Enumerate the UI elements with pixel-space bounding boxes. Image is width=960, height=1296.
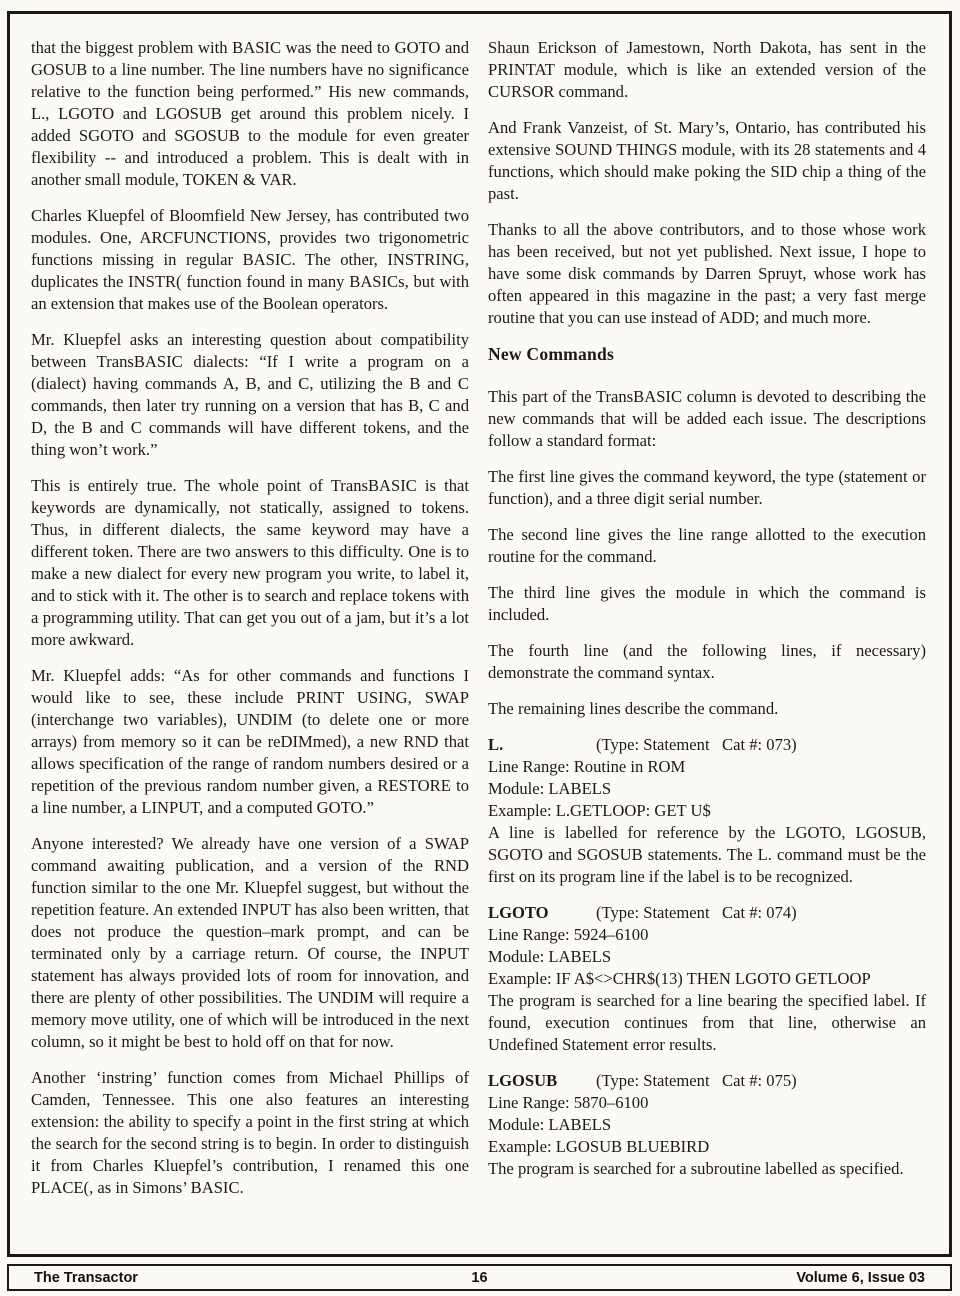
paragraph: This part of the TransBASIC column is devoted to describing the new commands that will be added each issue. The descriptions follow a standard format: — [488, 387, 926, 450]
footer-bar — [7, 1264, 952, 1291]
command-entry — [488, 902, 926, 1056]
command-detail-line: Example: LGOSUB BLUEBIRD — [488, 1137, 710, 1156]
command-detail-line: Example: L.GETLOOP: GET U$ — [488, 801, 711, 820]
paragraph: Charles Kluepfel of Bloomfield New Jersey, has contributed two modules. One, ARCFUNCTIONS, provides two trigonometric functions missing in regular BASIC. The other, INSTRING, duplicates the INSTR( function found in many BASICs, but with an extension that makes use of the Boolean operators. — [31, 206, 469, 313]
command-detail-line: Line Range: 5924–6100 — [488, 925, 649, 944]
right-column — [488, 37, 926, 1213]
paragraph: The remaining lines describe the command. — [488, 699, 779, 718]
command-type-info: (Type: Statement Cat #: 074) — [596, 903, 797, 922]
left-column — [31, 37, 469, 1213]
paragraph: The fourth line (and the following lines, if necessary) demonstrate the command syntax. — [488, 641, 926, 682]
command-detail-line: Module: LABELS — [488, 1115, 612, 1134]
text-columns — [31, 37, 926, 1213]
command-header — [488, 734, 926, 756]
paragraph: And Frank Vanzeist, of St. Mary’s, Ontario, has contributed his extensive SOUND THINGS module, with its 28 statements and 4 functions, which should make poking the SID chip a thing of the past. — [488, 118, 926, 203]
format-description — [488, 386, 926, 720]
command-detail-line: Line Range: 5870–6100 — [488, 1093, 649, 1112]
footer-page-number: 16 — [471, 1269, 488, 1286]
command-entry — [488, 734, 926, 888]
paragraph: Mr. Kluepfel adds: “As for other commands and functions I would like to see, these include PRINT USING, SWAP (interchange two variables), UNDIM (to delete one or more arrays) from memory so it can be reDIMmed), a new RND that allows specification of the range of random numbers desired or a repetition of the previous random number given, a RESTORE to a line number, a LINPUT, and a computed GOTO.” — [31, 666, 469, 817]
page-frame — [7, 11, 952, 1257]
command-header — [488, 902, 926, 924]
paragraph: The first line gives the command keyword, the type (statement or function), and a three digit serial number. — [488, 467, 926, 508]
command-header — [488, 1070, 926, 1092]
command-keyword: LGOSUB — [488, 1071, 558, 1090]
command-list — [488, 734, 926, 1180]
paragraph: Shaun Erickson of Jamestown, North Dakota, has sent in the PRINTAT module, which is like an extended version of the CURSOR command. — [488, 38, 926, 101]
paragraph: This is entirely true. The whole point of TransBASIC is that keywords are dynamically, not statically, assigned to tokens. Thus, in different dialects, the same keyword may have a different token. There are two answers to this difficulty. One is to make a new dialect for every new program you write, to label it, and to stick with it. The other is to search and replace tokens with a programming utility. That can get you out of a jam, but it’s a lot more awkward. — [31, 476, 469, 649]
paragraph: The second line gives the line range allotted to the execution routine for the command. — [488, 525, 926, 566]
section-heading: New Commands — [488, 344, 615, 364]
paragraph: Anyone interested? We already have one version of a SWAP command awaiting publication, and a version of the RND function similar to the one Mr. Kluepfel suggest, but without the repetition feature. An extended INPUT has also been written, that does not produce the question–mark prompt, and can be terminated only by a carriage return. Of course, the INPUT statement has always provided lots of room for innovation, and there are plenty of other possibilities. The UNDIM will require a memory move utility, one of which will be introduced in the next column, so it might be best to hold off on that for now. — [31, 834, 469, 1051]
right-column-intro — [488, 37, 926, 329]
footer-issue-label: Volume 6, Issue 03 — [796, 1269, 925, 1286]
command-type-info: (Type: Statement Cat #: 073) — [596, 735, 797, 754]
footer-magazine-title: The Transactor — [34, 1269, 138, 1286]
command-type-info: (Type: Statement Cat #: 075) — [596, 1071, 797, 1090]
command-description: A line is labelled for reference by the LGOTO, LGOSUB, SGOTO and SGOSUB statements. The L. command must be the first on its program line if the label is to be recognized. — [488, 823, 926, 886]
command-detail-line: Example: IF A$<>CHR$(13) THEN LGOTO GETLOOP — [488, 969, 871, 988]
paragraph: Thanks to all the above contributors, and to those whose work has been received, but not yet published. Next issue, I hope to have some disk commands by Darren Spruyt, whose work has often appeared in this magazine in the past; a very fast merge routine that you can use instead of ADD; and much more. — [488, 220, 926, 327]
command-entry — [488, 1070, 926, 1180]
paragraph: The third line gives the module in which the command is included. — [488, 583, 926, 624]
command-keyword: L. — [488, 735, 504, 754]
paragraph: that the biggest problem with BASIC was the need to GOTO and GOSUB to a line number. The line numbers have no significance relative to the function being performed.” His new commands, L., LGOTO and LGOSUB get around this problem nicely. I added SGOTO and SGOSUB to the module for even greater flexibility -- and introduced a problem. This is dealt with in another small module, TOKEN & VAR. — [31, 38, 469, 189]
paragraph: Another ‘instring’ function comes from Michael Phillips of Camden, Tennessee. This one also features an interesting extension: the ability to specify a point in the first string at which the search for the second string is to begin. In order to distinguish it from Charles Kluepfel’s contribution, I renamed this one PLACE(, as in Simons’ BASIC. — [31, 1068, 469, 1197]
command-detail-line: Line Range: Routine in ROM — [488, 757, 686, 776]
command-description: The program is searched for a subroutine labelled as specified. — [488, 1159, 904, 1178]
command-keyword: LGOTO — [488, 903, 549, 922]
command-description: The program is searched for a line bearing the specified label. If found, execution continues from that line, otherwise an Undefined Statement error results. — [488, 991, 926, 1054]
command-detail-line: Module: LABELS — [488, 947, 612, 966]
command-detail-line: Module: LABELS — [488, 779, 612, 798]
paragraph: Mr. Kluepfel asks an interesting question about compatibility between TransBASIC dialects: “If I write a program on a (dialect) having commands A, B, and C, utilizing the B and C commands, then later try running on a version that has B, C and D, the B and C commands will have different tokens, and the thing won’t work.” — [31, 330, 469, 459]
